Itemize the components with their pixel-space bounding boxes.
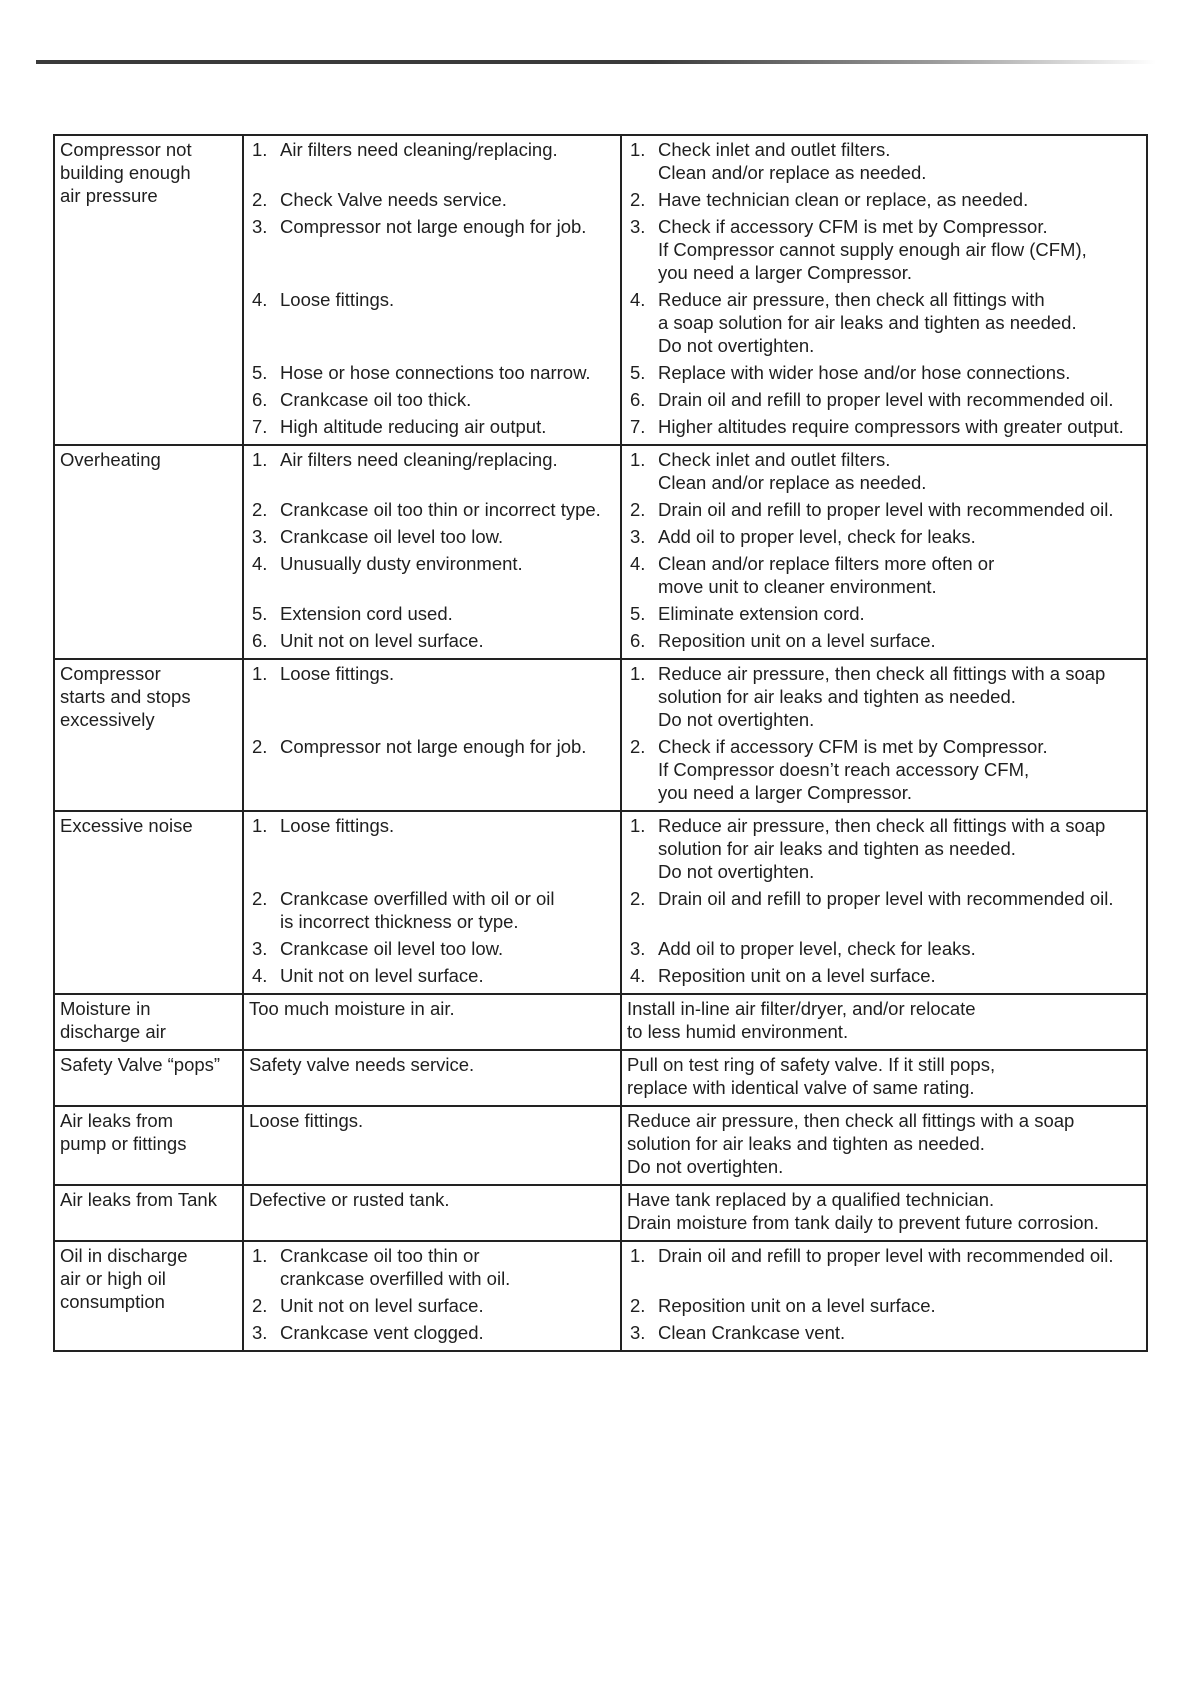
- solution-item: [627, 1294, 1142, 1317]
- item-number: 1.: [252, 663, 268, 684]
- solution-text: Add oil to proper level, check for leaks.: [658, 938, 976, 959]
- cause-item: [249, 662, 616, 731]
- solution-item: [627, 1244, 1142, 1290]
- cause-item: [249, 361, 616, 384]
- problem-cell: [54, 1241, 243, 1351]
- solution-text: Replace with wider hose and/or hose connections.: [658, 362, 1071, 383]
- item-number: 7.: [630, 416, 646, 437]
- cause-item: [249, 735, 616, 804]
- item-number: 2.: [252, 1295, 268, 1316]
- item-number: 1.: [630, 1245, 646, 1266]
- cause-cell: [243, 659, 621, 811]
- item-number: 3.: [252, 938, 268, 959]
- solution-item: [627, 288, 1142, 357]
- item-number: 7.: [252, 416, 268, 437]
- solution-item: [627, 448, 1142, 494]
- item-number: 6.: [252, 630, 268, 651]
- solution-text: Reposition unit on a level surface.: [658, 965, 936, 986]
- solution-cell: [621, 811, 1147, 994]
- cause-text: Unit not on level surface.: [280, 965, 484, 986]
- cause-item: [249, 964, 616, 987]
- cause-text: Defective or rusted tank.: [249, 1189, 450, 1210]
- item-number: 1.: [630, 663, 646, 684]
- table-row: [54, 1241, 1147, 1351]
- item-number: 1.: [630, 139, 646, 160]
- cause-text: Check Valve needs service.: [280, 189, 507, 210]
- solution-text: Check inlet and outlet filters. Clean and/or replace as needed.: [658, 139, 927, 183]
- cause-text: Crankcase overfilled with oil or oil is incorrect thickness or type.: [280, 888, 555, 932]
- problem-cell: [54, 1185, 243, 1241]
- table-row: [54, 135, 1147, 445]
- item-number: 4.: [252, 289, 268, 310]
- solution-item: [627, 138, 1142, 184]
- problem-text: Oil in discharge air or high oil consumption: [60, 1245, 188, 1312]
- item-number: 3.: [252, 1322, 268, 1343]
- solution-text: Install in-line air filter/dryer, and/or relocate to less humid environment.: [627, 998, 976, 1042]
- cause-text: Compressor not large enough for job.: [280, 216, 587, 237]
- solution-item: [627, 188, 1142, 211]
- cause-cell: [243, 135, 621, 445]
- solution-item: [627, 215, 1142, 284]
- solution-text: Check if accessory CFM is met by Compressor. If Compressor cannot supply enough air flow (CFM), you need a larger Compressor.: [658, 216, 1087, 283]
- item-number: 2.: [630, 189, 646, 210]
- cause-text: Safety valve needs service.: [249, 1054, 475, 1075]
- solution-text: Reposition unit on a level surface.: [658, 1295, 936, 1316]
- solution-text: Drain oil and refill to proper level with recommended oil.: [658, 888, 1114, 909]
- cause-item: [249, 1321, 616, 1344]
- solution-cell: [621, 1185, 1147, 1241]
- solution-item: [627, 937, 1142, 960]
- item-number: 2.: [252, 189, 268, 210]
- solution-cell: [621, 1106, 1147, 1185]
- solution-item: [627, 525, 1142, 548]
- table-row: [54, 659, 1147, 811]
- solution-cell: [621, 659, 1147, 811]
- cause-text: Crankcase oil level too low.: [280, 526, 504, 547]
- item-number: 4.: [630, 289, 646, 310]
- table-row: [54, 811, 1147, 994]
- item-number: 3.: [630, 216, 646, 237]
- cause-text: Unit not on level surface.: [280, 1295, 484, 1316]
- item-number: 5.: [630, 362, 646, 383]
- cause-text: Crankcase oil level too low.: [280, 938, 504, 959]
- item-number: 3.: [630, 526, 646, 547]
- problem-text: Excessive noise: [60, 815, 193, 836]
- item-number: 4.: [630, 553, 646, 574]
- cause-text: High altitude reducing air output.: [280, 416, 547, 437]
- cause-text: Loose fittings.: [249, 1110, 364, 1131]
- cause-text: Crankcase oil too thin or incorrect type.: [280, 499, 601, 520]
- item-number: 4.: [630, 965, 646, 986]
- problem-cell: [54, 135, 243, 445]
- item-number: 3.: [252, 526, 268, 547]
- cause-item: [249, 887, 616, 933]
- cause-cell: [243, 1106, 621, 1185]
- solution-item: [627, 629, 1142, 652]
- solution-cell: [621, 135, 1147, 445]
- item-number: 1.: [252, 449, 268, 470]
- table-row: [54, 1050, 1147, 1106]
- cause-item: [249, 138, 616, 184]
- problem-text: Air leaks from pump or fittings: [60, 1110, 187, 1154]
- item-number: 1.: [630, 449, 646, 470]
- item-number: 2.: [630, 499, 646, 520]
- item-number: 6.: [630, 630, 646, 651]
- problem-text: Air leaks from Tank: [60, 1189, 217, 1210]
- solution-cell: [621, 1241, 1147, 1351]
- solution-text: Add oil to proper level, check for leaks.: [658, 526, 976, 547]
- solution-cell: [621, 445, 1147, 659]
- problem-cell: [54, 1106, 243, 1185]
- solution-text: Check if accessory CFM is met by Compressor. If Compressor doesn’t reach accessory CFM, you need a larger Compressor.: [658, 736, 1048, 803]
- item-number: 1.: [252, 815, 268, 836]
- cause-text: Loose fittings.: [280, 289, 395, 310]
- cause-text: Crankcase oil too thick.: [280, 389, 472, 410]
- item-number: 6.: [630, 389, 646, 410]
- solution-text: Reduce air pressure, then check all fittings with a soap solution for air leaks and tighten as needed. Do not overtighten.: [658, 663, 1106, 730]
- problem-cell: [54, 1050, 243, 1106]
- cause-item: [249, 448, 616, 494]
- item-number: 5.: [252, 362, 268, 383]
- solution-item: [627, 887, 1142, 933]
- solution-item: [627, 602, 1142, 625]
- cause-text: Compressor not large enough for job.: [280, 736, 587, 757]
- item-number: 2.: [252, 499, 268, 520]
- table-row: [54, 1185, 1147, 1241]
- cause-text: Unit not on level surface.: [280, 630, 484, 651]
- solution-text: Drain oil and refill to proper level with recommended oil.: [658, 1245, 1114, 1266]
- problem-cell: [54, 659, 243, 811]
- cause-item: [249, 415, 616, 438]
- problem-cell: [54, 811, 243, 994]
- solution-item: [627, 552, 1142, 598]
- cause-text: Loose fittings.: [280, 663, 395, 684]
- cause-text: Crankcase vent clogged.: [280, 1322, 484, 1343]
- cause-cell: [243, 1185, 621, 1241]
- solution-text: Higher altitudes require compressors with greater output.: [658, 416, 1124, 437]
- solution-text: Reduce air pressure, then check all fittings with a soap solution for air leaks and tighten as needed. Do not overtighten.: [627, 1110, 1075, 1177]
- cause-item: [249, 602, 616, 625]
- troubleshooting-body: [54, 135, 1147, 1351]
- cause-item: [249, 1244, 616, 1290]
- solution-item: [627, 735, 1142, 804]
- solution-text: Have technician clean or replace, as needed.: [658, 189, 1029, 210]
- solution-text: Eliminate extension cord.: [658, 603, 865, 624]
- cause-text: Unusually dusty environment.: [280, 553, 523, 574]
- solution-item: [627, 388, 1142, 411]
- solution-item: [627, 964, 1142, 987]
- solution-text: Reduce air pressure, then check all fittings with a soap solution for air leaks and tighten as needed. Do not overtighten.: [658, 289, 1077, 356]
- item-number: 2.: [630, 736, 646, 757]
- item-number: 5.: [252, 603, 268, 624]
- solution-text: Pull on test ring of safety valve. If it still pops, replace with identical valve of same rating.: [627, 1054, 996, 1098]
- item-number: 2.: [630, 1295, 646, 1316]
- solution-cell: [621, 1050, 1147, 1106]
- item-number: 4.: [252, 553, 268, 574]
- header-rule: [36, 60, 1156, 64]
- cause-cell: [243, 1241, 621, 1351]
- table-row: [54, 1106, 1147, 1185]
- item-number: 2.: [252, 736, 268, 757]
- cause-text: Air filters need cleaning/replacing.: [280, 449, 558, 470]
- item-number: 1.: [252, 139, 268, 160]
- problem-text: Compressor starts and stops excessively: [60, 663, 191, 730]
- cause-item: [249, 552, 616, 598]
- cause-text: Air filters need cleaning/replacing.: [280, 139, 558, 160]
- cause-item: [249, 1294, 616, 1317]
- cause-cell: [243, 1050, 621, 1106]
- solution-item: [627, 361, 1142, 384]
- item-number: 1.: [252, 1245, 268, 1266]
- problem-cell: [54, 445, 243, 659]
- cause-item: [249, 629, 616, 652]
- table-row: [54, 994, 1147, 1050]
- item-number: 5.: [630, 603, 646, 624]
- solution-text: Drain oil and refill to proper level with recommended oil.: [658, 499, 1114, 520]
- solution-cell: [621, 994, 1147, 1050]
- cause-text: Extension cord used.: [280, 603, 453, 624]
- solution-text: Clean Crankcase vent.: [658, 1322, 846, 1343]
- cause-item: [249, 288, 616, 357]
- problem-text: Moisture in discharge air: [60, 998, 166, 1042]
- cause-item: [249, 814, 616, 883]
- cause-text: Crankcase oil too thin or crankcase overfilled with oil.: [280, 1245, 511, 1289]
- item-number: 2.: [630, 888, 646, 909]
- cause-cell: [243, 445, 621, 659]
- cause-item: [249, 525, 616, 548]
- cause-text: Loose fittings.: [280, 815, 395, 836]
- cause-cell: [243, 994, 621, 1050]
- item-number: 3.: [630, 1322, 646, 1343]
- cause-text: Hose or hose connections too narrow.: [280, 362, 591, 383]
- problem-cell: [54, 994, 243, 1050]
- item-number: 1.: [630, 815, 646, 836]
- table-row: [54, 445, 1147, 659]
- solution-text: Clean and/or replace filters more often or move unit to cleaner environment.: [658, 553, 995, 597]
- problem-text: Compressor not building enough air pressure: [60, 139, 192, 206]
- solution-text: Drain oil and refill to proper level with recommended oil.: [658, 389, 1114, 410]
- item-number: 2.: [252, 888, 268, 909]
- cause-item: [249, 498, 616, 521]
- problem-text: Safety Valve “pops”: [60, 1054, 221, 1075]
- solution-item: [627, 415, 1142, 438]
- problem-text: Overheating: [60, 449, 161, 470]
- cause-item: [249, 388, 616, 411]
- solution-text: Have tank replaced by a qualified technician. Drain moisture from tank daily to prevent future corrosion.: [627, 1189, 1099, 1233]
- solution-item: [627, 662, 1142, 731]
- troubleshooting-table: [53, 134, 1148, 1352]
- solution-item: [627, 498, 1142, 521]
- solution-text: Reduce air pressure, then check all fittings with a soap solution for air leaks and tighten as needed. Do not overtighten.: [658, 815, 1106, 882]
- solution-text: Check inlet and outlet filters. Clean and/or replace as needed.: [658, 449, 927, 493]
- item-number: 3.: [252, 216, 268, 237]
- solution-item: [627, 1321, 1142, 1344]
- cause-item: [249, 188, 616, 211]
- cause-item: [249, 215, 616, 284]
- cause-cell: [243, 811, 621, 994]
- solution-item: [627, 814, 1142, 883]
- item-number: 3.: [630, 938, 646, 959]
- solution-text: Reposition unit on a level surface.: [658, 630, 936, 651]
- item-number: 6.: [252, 389, 268, 410]
- cause-text: Too much moisture in air.: [249, 998, 455, 1019]
- cause-item: [249, 937, 616, 960]
- item-number: 4.: [252, 965, 268, 986]
